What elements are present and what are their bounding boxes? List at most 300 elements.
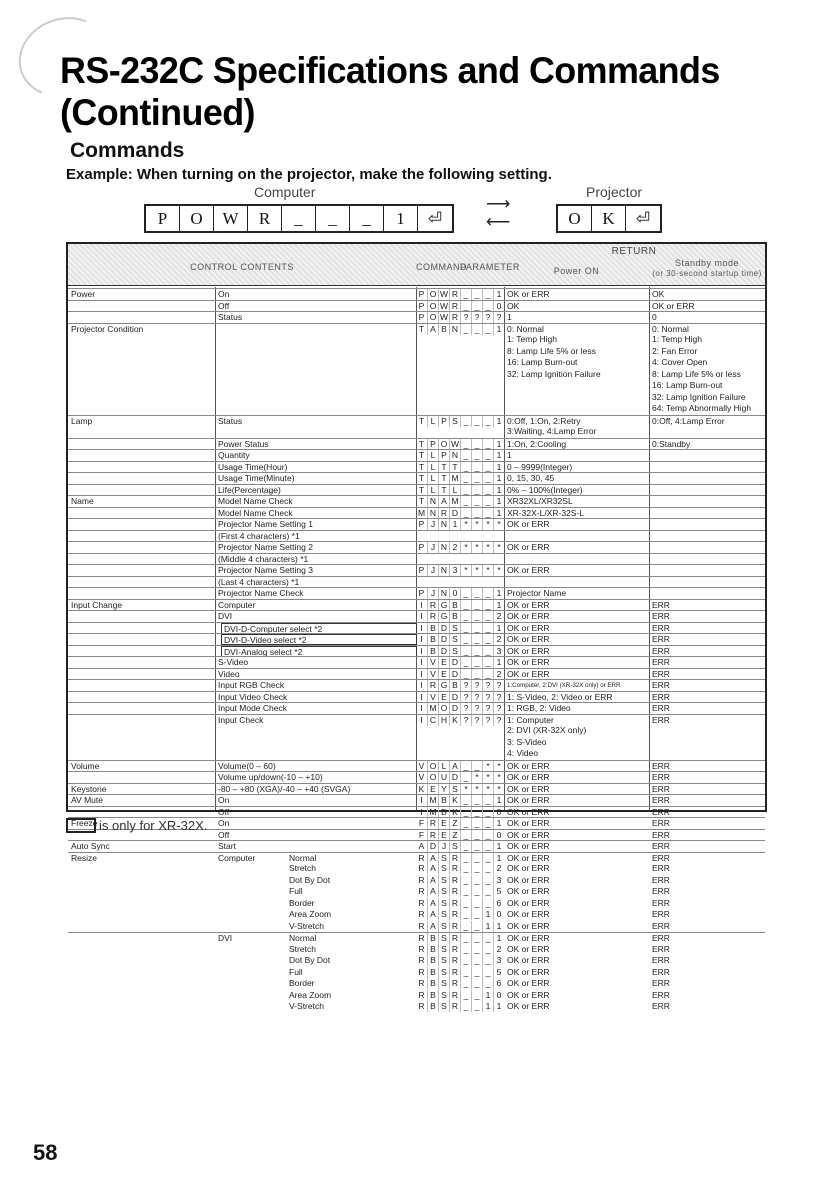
command-char: 1 [482,990,493,1001]
cell-p_on: OK or ERR [507,634,550,644]
command-char: J [427,565,438,576]
command-char: F [418,829,425,840]
command-char: ? [493,680,504,691]
command-char: _ [460,875,471,886]
footnote-text: is only for XR-32X. [99,818,208,833]
command-char: _ [482,898,493,909]
command-char: 1 [493,450,504,461]
command-char: S [438,898,449,909]
cell-cat: Freeze [71,818,98,828]
command-char: 0 [493,830,504,841]
command-char: _ [482,439,493,450]
table-row [68,921,765,933]
command-char: B [427,1001,438,1012]
cell-sb: 4: Cover Open [652,357,708,367]
table-row [68,587,765,599]
cell-p_on: XR32XL/XR32SL [507,496,573,506]
command-char: 1 [493,508,504,519]
command-char: _ [460,623,471,634]
table-row [68,725,765,737]
command-char: S [438,853,449,864]
command-char: * [482,519,493,530]
cell-sb: ERR [652,978,670,988]
command-char: I [420,795,423,805]
cell-sb: ERR [652,795,670,805]
cell-item: Usage Time(Minute) [218,473,295,483]
command-char: * [471,542,482,553]
command-char: _ [471,818,482,829]
command-char: R [427,680,438,691]
command-char: _ [482,967,493,978]
table-row [68,886,765,898]
command-char: D [438,623,449,634]
command-char: _ [471,462,482,473]
cell-item: Projector Name Setting 1 [218,519,313,529]
command-char: _ [460,669,471,680]
command-char: J [438,841,449,852]
table-row [68,369,765,381]
cell-cat: Resize [71,852,97,863]
table-row [68,1001,765,1013]
command-char: _ [471,508,482,519]
command-char: _ [471,439,482,450]
cell-item: Model Name Check [218,507,293,518]
command-char: R [427,600,438,611]
command-char: _ [471,921,482,932]
table-row [68,806,765,818]
command-char: 1 [449,519,460,530]
command-char: P [418,300,425,311]
command-char: N [438,588,449,599]
command-char: S [438,944,449,955]
cell-sub: V-Stretch [289,1001,324,1011]
left-arrow-icon: ⟵ [486,212,511,231]
projector-response-box [556,204,662,233]
cell-item: Projector Name Check [218,588,304,598]
table-row [68,748,765,760]
table-row [68,656,765,668]
command-char: _ [471,634,482,645]
command-char: _ [482,462,493,473]
command-char: _ [482,646,493,657]
table-row [68,898,765,910]
command-char: L [449,485,460,496]
command-char: _ [471,416,482,427]
command-char: I [420,668,423,679]
key-cell: K [592,206,626,231]
command-char: _ [471,646,482,657]
command-char: N [449,324,460,335]
command-char: _ [482,473,493,484]
cell-p_on: OK or ERR [507,978,550,988]
command-char: ? [471,692,482,703]
cell-sb: ERR [652,966,670,977]
cell-sb: ERR [652,829,670,840]
cell-item: Volume(0 – 60) [218,760,276,771]
command-char: _ [482,818,493,829]
command-char: R [418,966,425,977]
command-char: N [438,565,449,576]
cell-cat: Name [71,496,94,506]
command-char: _ [482,875,493,886]
table-row [68,380,765,392]
section-heading: Commands [70,139,185,162]
cell-cat: Lamp [71,415,93,426]
cell-p_on: OK or ERR [507,863,550,873]
command-char: _ [471,473,482,484]
cell-p_on: 8: Lamp Life 5% or less [507,345,596,356]
cell-sb: 8: Lamp Life 5% or less [652,368,741,379]
command-char: ? [460,715,471,726]
command-char: I [420,680,423,690]
command-char: R [449,909,460,920]
command-char: W [450,438,460,449]
cell-p_on: OK or ERR [507,645,550,656]
command-char: E [438,669,449,680]
cell-item: On [218,795,230,805]
command-char: 1 [493,853,504,864]
command-char: _ [460,990,471,1001]
command-char: D [438,646,449,657]
cell-sb: ERR [652,772,670,782]
table-row [68,794,765,806]
command-char: A [427,921,438,932]
cell-sb: ERR [652,622,670,633]
command-char: B [427,944,438,955]
key-cell: ⏎ [427,208,443,228]
cell-sb: ERR [652,841,670,851]
command-char: 1 [493,416,504,427]
command-char: R [418,920,425,931]
cell-item: DVI [218,611,233,621]
command-char: _ [471,301,482,312]
command-char: 2 [493,944,504,955]
command-char: _ [482,853,493,864]
cell-sb: ERR [652,668,670,679]
command-char: R [418,978,425,988]
cell-p_on: OK or ERR [507,542,550,552]
command-char: _ [471,863,482,874]
table-row [68,668,765,680]
cell-p_on: 2: DVI (XR-32X only) [507,725,587,735]
cell-p_on: 16: Lamp Burn-out [507,357,578,367]
cell-sb: ERR [652,599,670,610]
command-char: R [449,933,460,944]
command-char: _ [482,978,493,989]
cell-cat: Volume [71,760,100,771]
command-char: L [427,450,438,461]
command-char: _ [482,623,493,634]
command-char: _ [482,933,493,944]
command-char: * [493,519,504,530]
command-char: V [418,760,425,771]
command-char: O [427,772,438,783]
command-char: S [449,623,460,634]
cell-p_on: OK or ERR [507,852,550,863]
command-char: * [493,565,504,576]
command-char: 3 [493,646,504,657]
command-char: _ [460,496,471,507]
command-char: D [438,634,449,645]
command-char: J [427,542,438,553]
command-char: S [449,784,460,795]
command-char: _ [460,863,471,874]
key-cell: P [146,206,180,231]
cell-p_on: 3:Waiting, 4:Lamp Error [507,426,597,436]
cell-cat: Auto Sync [71,841,110,851]
command-char: _ [482,508,493,519]
command-char: M [417,507,426,518]
command-char: _ [460,588,471,599]
command-char: T [418,450,425,460]
command-char: _ [471,933,482,944]
command-char: _ [471,289,482,300]
command-char: _ [471,1001,482,1012]
projector-label: Projector [586,184,643,200]
cell-sub: Dot By Dot [289,955,331,965]
table-row [68,955,765,967]
cell-p_on: OK or ERR [507,897,550,908]
command-char: _ [460,301,471,312]
command-char: A [427,875,438,886]
cell-p_on: OK or ERR [507,668,550,679]
command-char: R [449,289,460,300]
command-char: S [438,921,449,932]
table-row [68,357,765,369]
command-char: M [427,807,438,818]
command-char: B [427,634,438,645]
command-char: ? [482,680,493,691]
key-cell: 1 [384,206,418,231]
command-char: _ [460,416,471,427]
command-char: 2 [493,863,504,874]
command-char: B [438,795,449,806]
command-char: S [438,875,449,886]
command-char: _ [460,898,471,909]
command-char: A [438,496,449,507]
table-row [68,495,765,507]
cell-item: DVI-Analog select *2 [221,646,417,657]
cell-item: Life(Percentage) [218,484,281,495]
cell-cat: Keystone [71,783,107,794]
command-char: R [449,944,460,955]
cell-sb: ERR [652,714,670,725]
command-char: R [418,897,425,908]
command-char: R [418,852,425,863]
command-char: R [418,874,425,885]
command-char: 1 [493,485,504,496]
command-char: * [493,542,504,553]
command-char: _ [471,669,482,680]
command-char: 2 [493,611,504,622]
cell-item: Input Check [218,714,264,725]
command-char: T [449,462,460,473]
cell-sb: ERR [652,874,670,885]
command-char: B [427,646,438,657]
command-char: 1 [493,921,504,932]
table-row [68,415,765,427]
command-char: T [418,438,425,449]
cell-item: Computer [218,599,256,610]
table-row [68,702,765,714]
command-char: _ [460,921,471,932]
command-char: _ [482,863,493,874]
command-char: 1 [493,289,504,300]
cell-sub: Border [289,978,315,988]
command-char: 3 [493,955,504,966]
command-char: P [418,519,425,529]
cell-item: Start [218,841,236,851]
command-char: _ [482,324,493,335]
command-char: A [427,324,438,335]
command-char: A [418,841,425,851]
table-row [68,300,765,312]
command-char: * [471,784,482,795]
command-char: _ [460,841,471,852]
command-char: _ [482,944,493,955]
cell-p_on: OK [507,300,520,311]
command-char: P [418,565,425,575]
cell-sb: ERR [652,989,670,1000]
command-char: ? [493,715,504,726]
command-char: I [420,611,423,621]
cell-sb: ERR [652,943,670,954]
command-char: R [449,967,460,978]
cell-sb: ERR [652,897,670,908]
table-row [68,645,765,657]
command-char: R [418,1001,425,1011]
cell-sb: ERR [652,933,670,943]
command-char: ? [482,715,493,726]
table-row [68,518,765,530]
command-char: ? [482,703,493,714]
key-cell: _ [350,206,384,231]
table-row [68,507,765,519]
cell-p_on: OK or ERR [507,519,550,529]
command-char: _ [460,600,471,611]
command-char: _ [471,955,482,966]
command-char: * [482,761,493,772]
header-control-contents: CONTROL CONTENTS [190,262,294,272]
command-char: E [438,818,449,829]
command-char: P [418,312,425,322]
command-char: T [418,415,425,426]
command-char: ? [471,680,482,691]
command-char: Z [449,818,460,829]
table-row [68,346,765,358]
command-char: _ [482,886,493,897]
command-char: ? [493,703,504,714]
cell-sb: 2: Fan Error [652,345,698,356]
command-char: 1 [493,623,504,634]
header-parameter: PARAMETER [460,262,520,272]
command-char: I [420,657,423,667]
key-cell: O [558,206,592,231]
command-char: I [420,806,423,817]
command-char: I [420,703,423,713]
command-char: 1 [493,1001,504,1012]
command-char: _ [482,611,493,622]
command-char: 2 [493,669,504,680]
command-char: A [427,853,438,864]
cell-item: Video [218,668,240,679]
command-char: _ [482,450,493,461]
table-row [68,311,765,323]
cell-item: Quantity [218,450,250,460]
command-char: L [438,761,449,772]
command-char: B [427,990,438,1001]
command-char: ? [493,692,504,703]
cell-item: S-Video [218,657,249,667]
command-char: O [438,703,449,714]
cell-p_on: 4: Video [507,748,539,758]
cell-p_on: OK or ERR [507,943,550,954]
cell-item: DVI-D-Computer select *2 [221,623,417,634]
command-char: _ [471,944,482,955]
cell-p_on: 1:On, 2:Cooling [507,438,567,449]
command-char: _ [471,450,482,461]
table-row [68,852,765,864]
command-char: O [427,312,438,323]
command-char: 5 [493,967,504,978]
command-char: L [427,473,438,484]
cell-sb: ERR [652,657,670,667]
command-char: _ [482,830,493,841]
command-char: S [438,886,449,897]
command-char: V [427,669,438,680]
command-char: _ [471,611,482,622]
command-char: R [418,886,425,896]
table-row [68,909,765,921]
command-char: E [438,692,449,703]
command-char: _ [482,795,493,806]
command-char: D [427,841,438,852]
command-char: P [427,439,438,450]
command-char: _ [482,955,493,966]
cell-sub: Full [289,886,303,896]
command-char: _ [482,807,493,818]
command-char: _ [471,886,482,897]
cell-sub: Area Zoom [289,989,332,1000]
command-char: 0 [493,807,504,818]
command-char: S [438,1001,449,1012]
command-char: B [449,600,460,611]
command-char: 1 [493,657,504,668]
command-char: R [418,943,425,954]
command-char: * [460,565,471,576]
command-char: T [438,473,449,484]
cell-item: Model Name Check [218,496,293,506]
cell-item: Status [218,312,243,322]
command-char: 1 [482,921,493,932]
table-row [68,714,765,726]
command-char: P [418,542,425,552]
cell-p_on: OK or ERR [507,818,550,828]
cell-item: On [218,818,230,828]
command-char: B [427,967,438,978]
cell-sb: 1: Temp High [652,334,702,344]
command-char: 1 [493,841,504,852]
key-cell: ⏎ [635,208,651,228]
command-char: I [420,714,423,725]
cell-item: Off [218,300,230,311]
command-char: _ [471,978,482,989]
command-char: 1 [482,1001,493,1012]
table-row [68,576,765,588]
table-row [68,610,765,622]
command-char: * [493,761,504,772]
command-char: _ [460,955,471,966]
